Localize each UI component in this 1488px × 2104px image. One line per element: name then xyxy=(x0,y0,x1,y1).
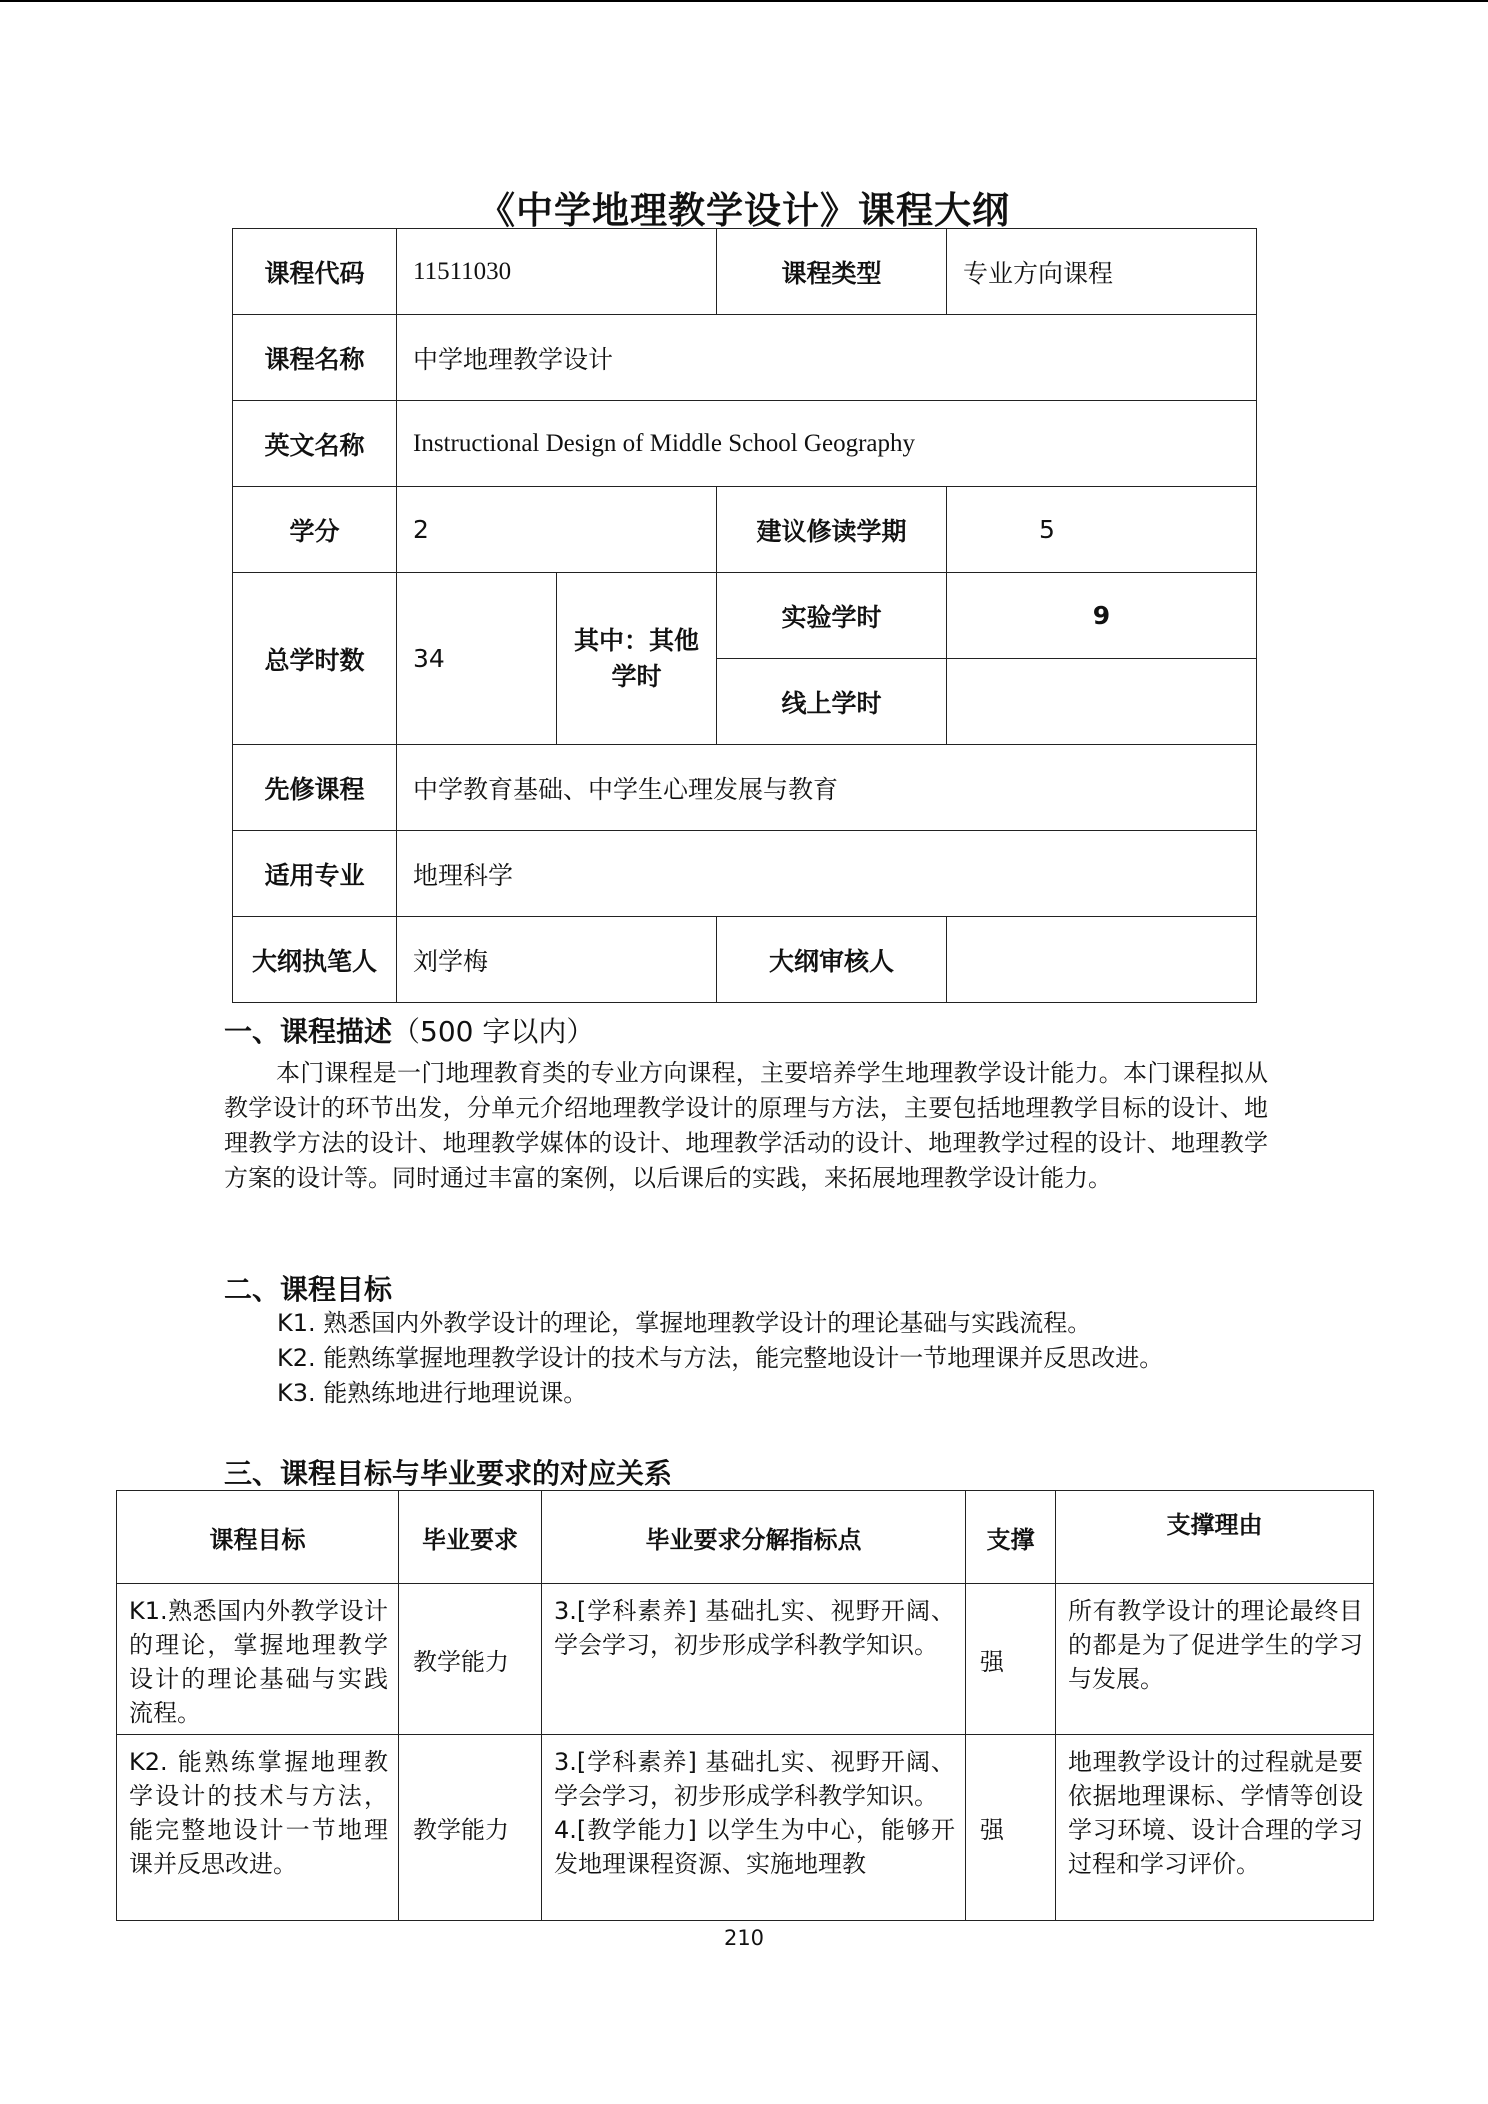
goal-k2: K2. 能熟练掌握地理教学设计的技术与方法，能完整地设计一节地理课并反思改进。 xyxy=(277,1344,1164,1372)
other-hours-label: 其中：其他学时 xyxy=(557,573,717,745)
row2-goal: K2. 能熟练掌握地理教学设计的技术与方法，能完整地设计一节地理课并反思改进。 xyxy=(117,1735,399,1921)
semester-value: 5 xyxy=(947,487,1257,573)
section1-heading-text: 一、课程描述 xyxy=(224,1015,393,1048)
row2-point-1: 3.[学科素养] 基础扎实、视野开阔、学会学习，初步形成学科教学知识。 xyxy=(554,1748,955,1810)
lab-hours-value: 9 xyxy=(947,573,1257,659)
row1-point-1: 3.[学科素养] 基础扎实、视野开阔、学会学习，初步形成学科教学知识。 xyxy=(554,1597,955,1659)
prereq-label: 先修课程 xyxy=(233,745,397,831)
header-support-reason: 支撑理由 xyxy=(1056,1491,1374,1584)
header-grad-req: 毕业要求 xyxy=(399,1491,542,1584)
total-hours-value: 34 xyxy=(397,573,557,745)
author-value: 刘学梅 xyxy=(397,917,717,1003)
document-title: 《中学地理教学设计》课程大纲 xyxy=(478,189,1010,232)
major-value: 地理科学 xyxy=(397,831,1257,917)
header-course-goal: 课程目标 xyxy=(117,1491,399,1584)
row2-point-2: 4.[教学能力] 以学生为中心，能够开发地理课程资源、实施地理教 xyxy=(554,1816,955,1878)
course-type-label: 课程类型 xyxy=(717,229,947,315)
header-indicator: 毕业要求分解指标点 xyxy=(542,1491,966,1584)
table-row xyxy=(117,1735,1374,1921)
course-name-label: 课程名称 xyxy=(233,315,397,401)
course-description: 本门课程是一门地理教育类的专业方向课程，主要培养学生地理教学设计能力。本门课程拟从教学设计的环节出发，分单元介绍地理教学设计的原理与方法，主要包括地理教学目标的设计、地理教学方法的设计、地理教学媒体的设计、地理教学活动的设计、地理教学过程的设计、地理教学方案的设计等。同时通过丰富的案例，以后课后的实践，来拓展地理教学设计能力。 xyxy=(224,1059,1268,1192)
section3-heading: 三、课程目标与毕业要求的对应关系 xyxy=(224,1457,673,1490)
lab-hours-label: 实验学时 xyxy=(717,573,947,659)
section1-heading xyxy=(224,1010,594,1050)
reviewer-label: 大纲审核人 xyxy=(717,917,947,1003)
row1-points xyxy=(542,1584,966,1735)
course-info-table xyxy=(232,228,1257,1003)
total-hours-label: 总学时数 xyxy=(233,573,397,745)
page-number: 210 xyxy=(723,1926,765,1950)
row2-support: 强 xyxy=(966,1735,1056,1921)
reviewer-value xyxy=(947,917,1257,1003)
table-row xyxy=(117,1584,1374,1735)
section1-heading-note: （500 字以内） xyxy=(392,1015,595,1048)
online-hours-value xyxy=(947,659,1257,745)
row2-reason: 地理教学设计的过程就是要依据地理课标、学情等创设学习环境、设计合理的学习过程和学习评价。 xyxy=(1056,1735,1374,1921)
goal-k3: K3. 能熟练地进行地理说课。 xyxy=(277,1379,588,1407)
course-name-value: 中学地理教学设计 xyxy=(397,315,1257,401)
row1-goal: K1.熟悉国内外教学设计的理论，掌握地理教学设计的理论基础与实践流程。 xyxy=(117,1584,399,1735)
author-label: 大纲执笔人 xyxy=(233,917,397,1003)
section2-heading: 二、课程目标 xyxy=(224,1273,393,1306)
row2-req: 教学能力 xyxy=(399,1735,542,1921)
row1-reason: 所有教学设计的理论最终目的都是为了促进学生的学习与发展。 xyxy=(1056,1584,1374,1735)
english-name-value: Instructional Design of Middle School Geography xyxy=(397,401,1257,487)
goal-k1: K1. 熟悉国内外教学设计的理论，掌握地理教学设计的理论基础与实践流程。 xyxy=(277,1309,1092,1337)
course-code-label: 课程代码 xyxy=(233,229,397,315)
credits-label: 学分 xyxy=(233,487,397,573)
header-support: 支撑 xyxy=(966,1491,1056,1584)
prereq-value: 中学教育基础、中学生心理发展与教育 xyxy=(397,745,1257,831)
page-top-border xyxy=(0,0,1488,2)
course-type-value: 专业方向课程 xyxy=(947,229,1257,315)
english-name-label: 英文名称 xyxy=(233,401,397,487)
major-label: 适用专业 xyxy=(233,831,397,917)
online-hours-label: 线上学时 xyxy=(717,659,947,745)
goal-requirement-table xyxy=(116,1490,1374,1921)
row1-support: 强 xyxy=(966,1584,1056,1735)
row2-points xyxy=(542,1735,966,1921)
credits-value: 2 xyxy=(397,487,717,573)
semester-label: 建议修读学期 xyxy=(717,487,947,573)
row1-req: 教学能力 xyxy=(399,1584,542,1735)
course-code-value: 11511030 xyxy=(397,229,717,315)
